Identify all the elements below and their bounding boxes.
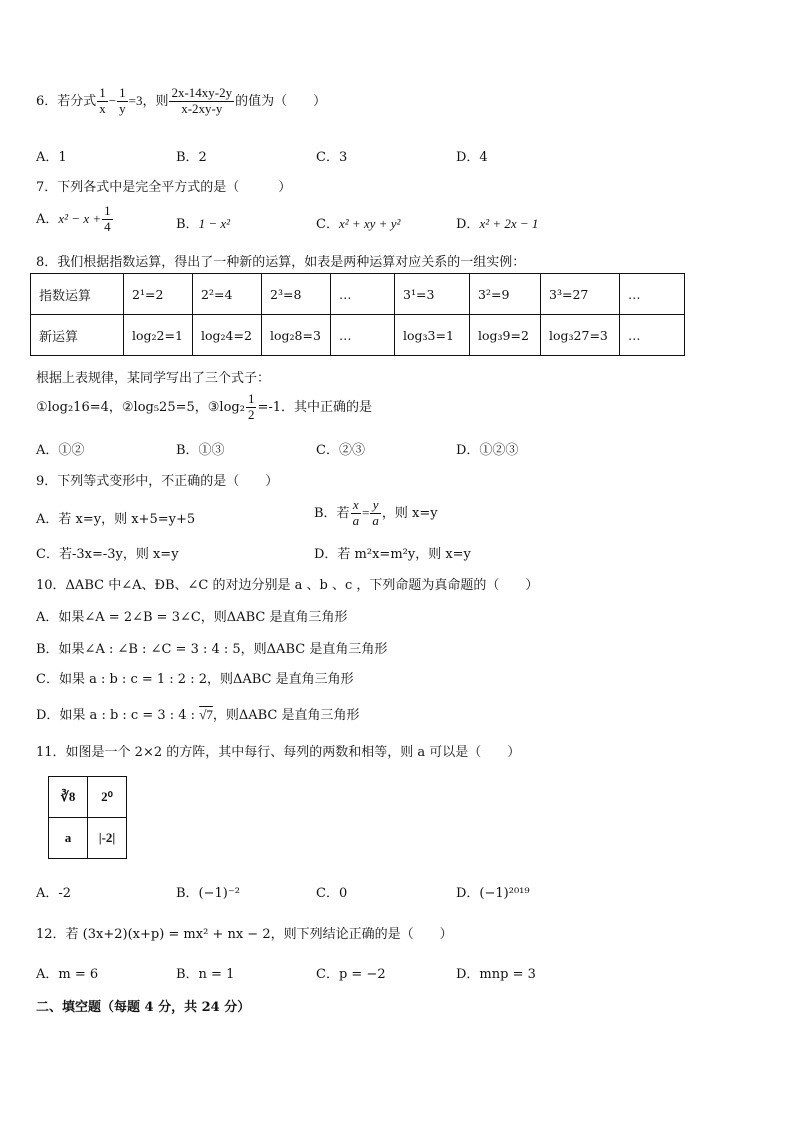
q7-option-a[interactable]: A．x² − x + $\frac{1}{4}$ — [36, 203, 111, 234]
table-cell: 新运算 — [31, 315, 124, 356]
q8-expressions: ①log₂16=4，②log₅25=5，③log₂ $\frac{1}{2}$ =-1．其中正确的是 — [36, 391, 372, 422]
q7-option-b[interactable]: B．1 − x² — [176, 216, 231, 232]
table-cell: log₂4=2 — [193, 315, 262, 356]
q8-option-d[interactable]: D．①②③ — [456, 443, 519, 458]
table-cell: 3¹=3 — [395, 274, 470, 315]
table-row — [31, 274, 685, 315]
q6-option-b[interactable]: B．2 — [176, 150, 207, 165]
q10-option-b[interactable]: B．如果∠A : ∠B : ∠C = 3 : 4 : 5，则ΔABC 是直角三角形 — [36, 642, 388, 657]
q8-option-b[interactable]: B．①③ — [176, 443, 225, 458]
grid-cell: 2⁰ — [88, 777, 127, 818]
grid-cell: ∛8 — [49, 777, 88, 818]
q12-option-a[interactable]: A．m = 6 — [36, 967, 99, 982]
table-row — [49, 777, 127, 818]
table-cell: … — [331, 315, 395, 356]
q6-frac-3: $\frac{2x-14xy-2y}{x-2xy-y}$ — [171, 85, 233, 116]
q8-stem: 8．我们根据指数运算，得出了一种新的运算，如表是两种运算对应关系的一组实例： — [36, 255, 526, 270]
q8-note: 根据上表规律，某同学写出了三个式子： — [36, 371, 271, 386]
table-cell: log₂2=1 — [124, 315, 193, 356]
q12-option-d[interactable]: D．mnp = 3 — [456, 967, 536, 982]
q6-eq: =3，则 — [128, 92, 169, 108]
q11-option-c[interactable]: C．0 — [316, 886, 348, 901]
table-cell: … — [620, 315, 685, 356]
table-cell: log₃3=1 — [395, 315, 470, 356]
q6-option-c[interactable]: C．3 — [316, 150, 348, 165]
table-cell: 2³=8 — [262, 274, 331, 315]
table-cell: log₃27=3 — [541, 315, 620, 356]
q11-option-d[interactable]: D．(−1)²⁰¹⁹ — [456, 886, 530, 901]
q9-option-a[interactable]: A．若 x=y，则 x+5=y+5 — [36, 512, 196, 527]
q11-stem: 11．如图是一个 2×2 的方阵，其中每行、每列的两数和相等，则 a 可以是（ ） — [36, 745, 521, 760]
q6-suffix: 的值为（ ） — [235, 93, 327, 109]
q8-option-c[interactable]: C．②③ — [316, 443, 365, 458]
table-cell: 2²=4 — [193, 274, 262, 315]
table-cell: 3³=27 — [541, 274, 620, 315]
q11-grid — [48, 776, 127, 859]
q10-stem: 10．ΔABC 中∠A、ÐB、∠C 的对边分别是 a 、b 、c ，下列命题为真命题的（ ） — [36, 578, 539, 593]
q12-option-c[interactable]: C．p = −2 — [316, 967, 386, 982]
table-cell: 3²=9 — [470, 274, 541, 315]
q8-table — [30, 273, 685, 356]
q11-option-a[interactable]: A．-2 — [36, 886, 72, 901]
q9-stem: 9．下列等式变形中，不正确的是（ ） — [36, 474, 279, 489]
q8-option-a[interactable]: A．①② — [36, 443, 85, 458]
q9-option-c[interactable]: C．若-3x=-3y，则 x=y — [36, 547, 179, 562]
q7-option-d[interactable]: D．x² + 2x − 1 — [456, 216, 539, 232]
q9-option-b[interactable]: B．若 $\frac{x}{a}$ = $\frac{y}{a}$ ，则 x=y — [314, 497, 438, 528]
table-cell: log₃9=2 — [470, 315, 541, 356]
q6-option-a[interactable]: A．1 — [36, 150, 67, 165]
q9-option-d[interactable]: D．若 m²x=m²y，则 x=y — [314, 547, 471, 562]
table-cell: … — [331, 274, 395, 315]
table-row — [49, 818, 127, 859]
q7-option-c[interactable]: C．x² + xy + y² — [316, 216, 401, 232]
q6-stem — [36, 86, 326, 117]
q7-stem: 7．下列各式中是完全平方式的是（ ） — [36, 180, 292, 195]
table-cell: … — [620, 274, 685, 315]
q6-option-d[interactable]: D．4 — [456, 150, 488, 165]
section-heading: 二、填空题（每题 4 分，共 24 分） — [36, 1000, 251, 1015]
q6-frac-1: $\frac{1}{x}$ — [99, 85, 106, 116]
q10-option-a[interactable]: A．如果∠A = 2∠B = 3∠C，则ΔABC 是直角三角形 — [36, 610, 348, 625]
q12-stem: 12．若 (3x+2)(x+p) = mx² + nx − 2，则下列结论正确的是（ ） — [36, 927, 453, 942]
grid-cell: a — [49, 818, 88, 859]
q6-minus: − — [108, 92, 117, 108]
table-cell: 指数运算 — [31, 274, 124, 315]
table-cell: 2¹=2 — [124, 274, 193, 315]
q6-frac-2: $\frac{1}{y}$ — [119, 85, 126, 116]
grid-cell: |-2| — [88, 818, 127, 859]
q12-option-b[interactable]: B．n = 1 — [176, 967, 235, 982]
q10-option-c[interactable]: C．如果 a : b : c = 1 : 2 : 2，则ΔABC 是直角三角形 — [36, 672, 354, 687]
table-row — [31, 315, 685, 356]
q11-option-b[interactable]: B．(−1)⁻² — [176, 886, 240, 901]
q10-option-d[interactable]: D．如果 a : b : c = 3 : 4 : √7，则ΔABC 是直角三角形 — [36, 707, 360, 723]
table-cell: log₂8=3 — [262, 315, 331, 356]
q6-prefix: 6．若分式 — [36, 93, 97, 109]
